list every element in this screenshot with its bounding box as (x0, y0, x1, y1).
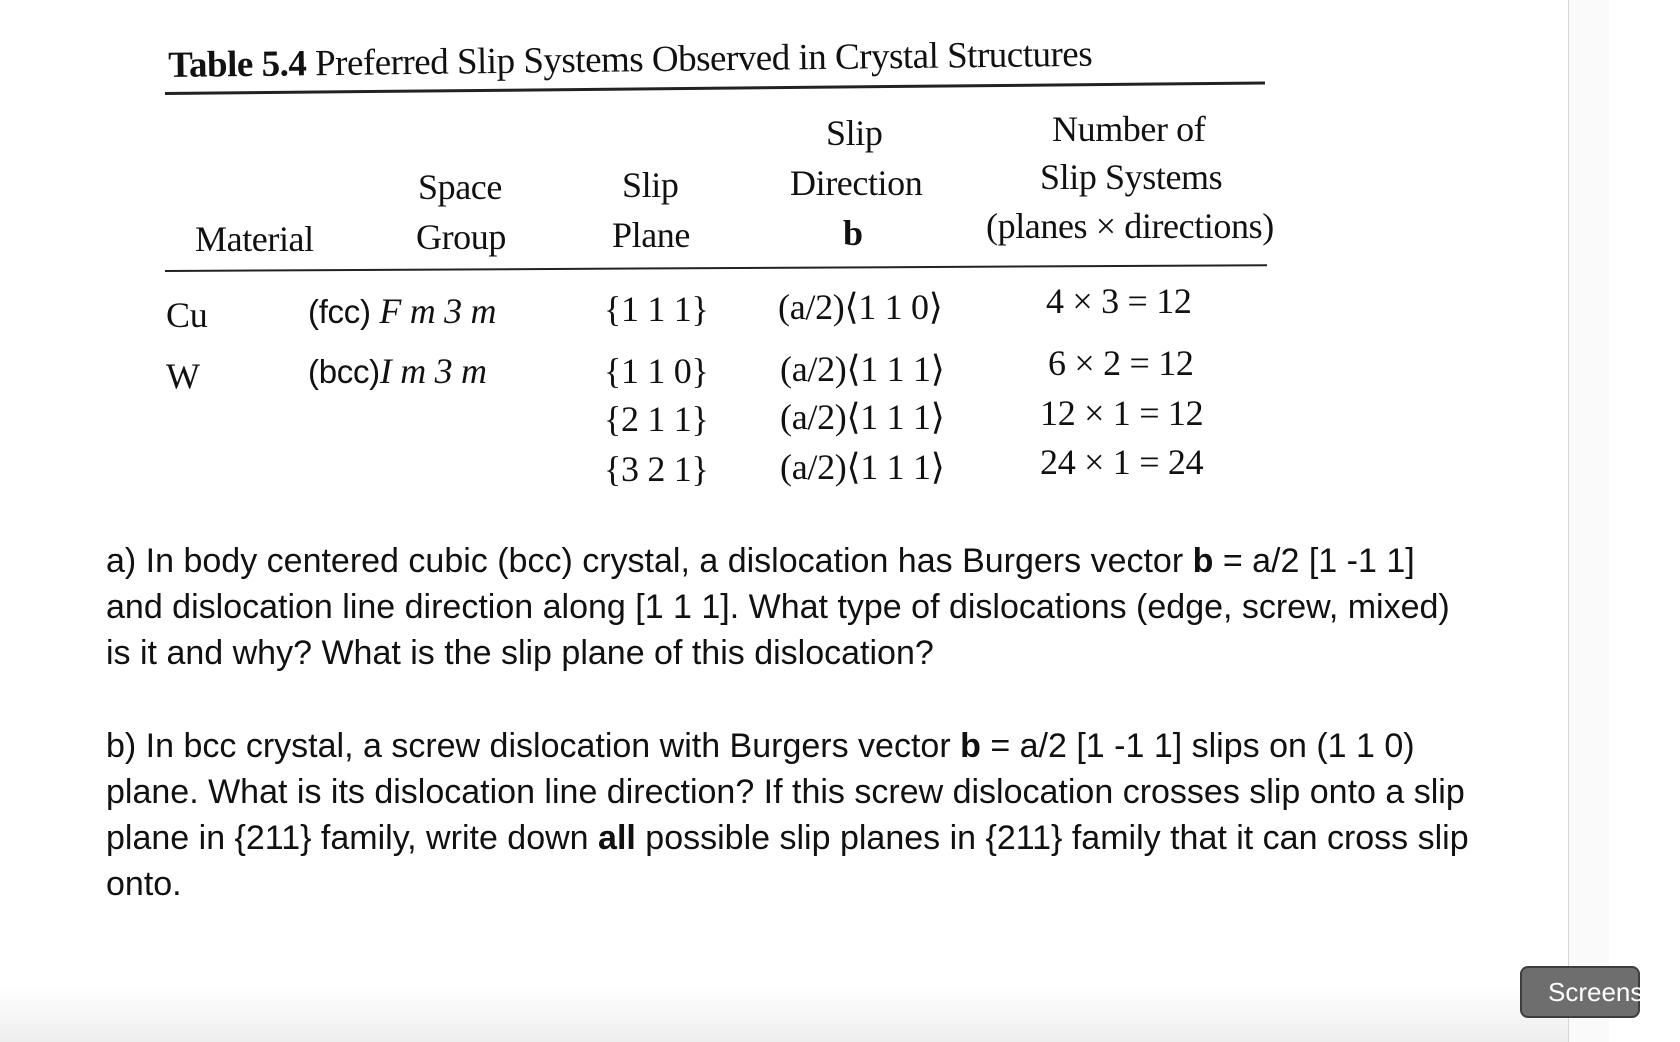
symbol-cu: F m 3 m (379, 291, 497, 331)
cell-plane-w-2: {2 1 1} (604, 399, 709, 439)
question-a-text-1: a) In body centered cubic (bcc) crystal, a dislocation has Burgers vector (106, 542, 1193, 580)
question-b-text-3: possible slip planes in {211} family that it can cross slip onto. (106, 819, 1469, 903)
table-caption (168, 33, 1092, 87)
cell-count-w-1: 6 × 2 = 12 (1048, 343, 1194, 383)
cell-count-cu: 4 × 3 = 12 (1046, 281, 1192, 321)
header-slip-direction-line1: Slip (826, 113, 883, 153)
table-caption-number: Table 5.4 (168, 43, 307, 86)
cell-direction-w-3: (a/2)⟨1 1 1⟩ (780, 447, 945, 487)
slip-systems-table (0, 0, 1340, 520)
header-space-group-line1: Space (418, 167, 502, 207)
cell-plane-w-1: {1 1 0} (604, 351, 709, 391)
question-b-all-emphasis: all (598, 819, 636, 857)
header-num-systems-line2: Slip Systems (1040, 157, 1223, 197)
cell-material-cu: Cu (166, 295, 208, 335)
header-material: Material (195, 219, 314, 259)
cell-space-group-cu (308, 290, 496, 332)
symbol-w: I m 3 m (379, 351, 487, 391)
question-b-text-2: = a/2 [1 -1 1] slips on (1 1 0) plane. What is its dislocation line direction? If this screw dislocation crosses slip onto a slip plane in {211} family, write down (106, 727, 1465, 857)
cell-direction-w-2: (a/2)⟨1 1 1⟩ (780, 397, 945, 437)
cell-count-w-3: 24 × 1 = 24 (1040, 442, 1204, 482)
header-space-group-line2: Group (416, 217, 506, 257)
question-b-burgers-symbol: b (960, 727, 981, 765)
table-caption-text: Preferred Slip Systems Observed in Crystal Structures (314, 33, 1093, 85)
header-num-systems-line1: Number of (1052, 109, 1206, 149)
header-rule (165, 264, 1267, 272)
cell-plane-w-3: {3 2 1} (604, 449, 709, 489)
question-a-text-2: = a/2 [1 -1 1] and dislocation line direction along [1 1 1]. What type of dislocations (edge, screw, mixed) is it and why? What is the slip plane of this dislocation? (106, 542, 1450, 672)
header-slip-direction-line2: Direction (790, 163, 923, 203)
scrollbar-track[interactable] (1568, 0, 1609, 1042)
question-b-text-1: b) In bcc crystal, a screw dislocation with Burgers vector (106, 727, 961, 765)
cell-plane-cu: {1 1 1} (604, 289, 709, 329)
header-slip-plane-line2: Plane (612, 215, 690, 255)
header-slip-plane-line1: Slip (622, 165, 679, 205)
cell-material-w: W (166, 356, 200, 396)
bottom-shade (0, 985, 1568, 1042)
cell-direction-w-1: (a/2)⟨1 1 1⟩ (780, 349, 945, 389)
lattice-cu: (fcc) (308, 293, 371, 330)
cell-count-w-2: 12 × 1 = 12 (1040, 393, 1204, 433)
question-b (106, 723, 1476, 907)
header-slip-direction-line3: b (843, 213, 863, 253)
question-a (106, 538, 1476, 676)
lattice-w: (bcc) (308, 353, 380, 390)
question-a-burgers-symbol: b (1192, 542, 1214, 580)
cell-direction-cu: (a/2)⟨1 1 0⟩ (778, 287, 943, 327)
cell-space-group-w (308, 350, 487, 392)
screenshot-button[interactable]: Screenshot (1520, 966, 1640, 1018)
header-num-systems-line3: (planes × directions) (986, 206, 1274, 246)
